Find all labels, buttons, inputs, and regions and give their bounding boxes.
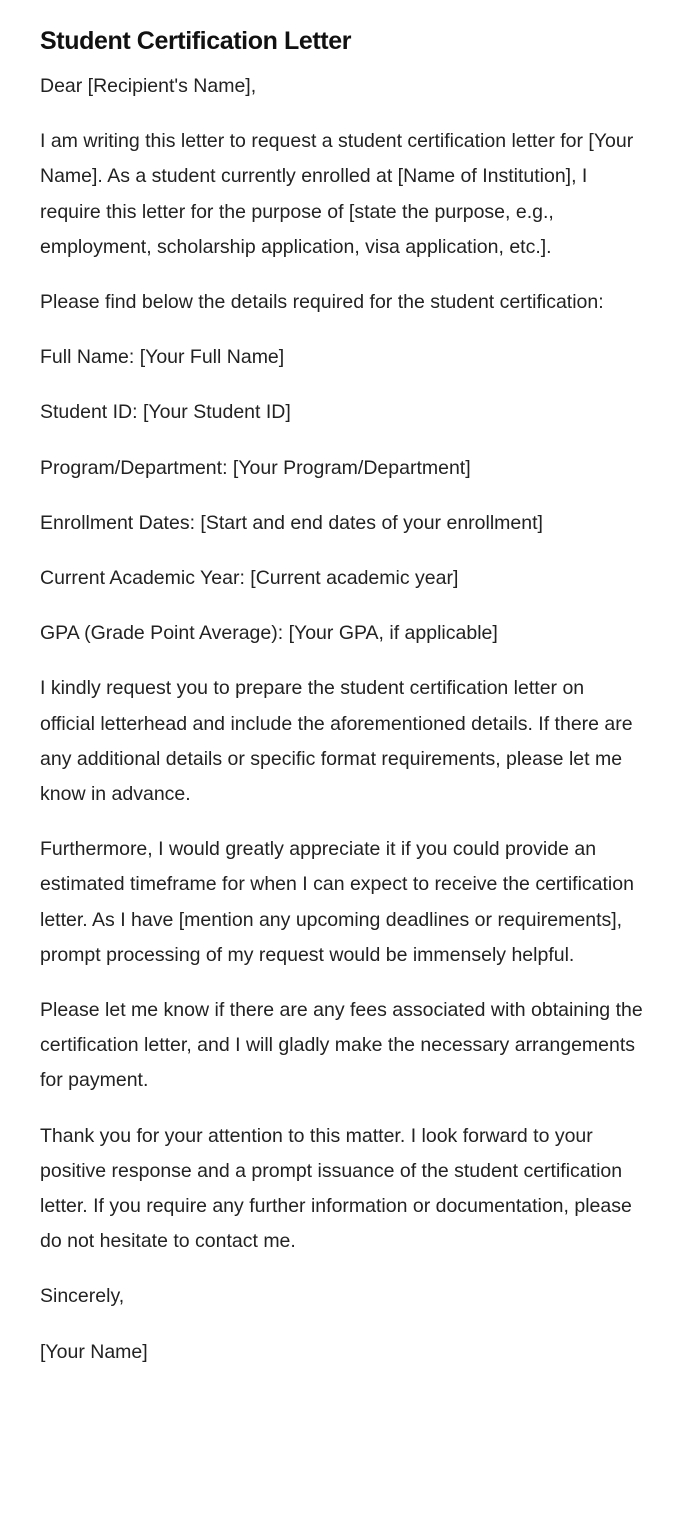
detail-academic-year: Current Academic Year: [Current academic year] — [40, 567, 459, 590]
detail-full-name: Full Name: [Your Full Name] — [40, 346, 285, 369]
detail-enrollment-dates: Enrollment Dates: [Start and end dates of your enrollment] — [40, 511, 543, 534]
details-intro-paragraph: Please find below the details required for the student certification: — [40, 291, 604, 314]
fees-paragraph: Please let me know if there are any fees associated with obtaining the certification letter, and I will gladly make the necessary arrangements for payment. — [40, 999, 643, 1092]
salutation: Dear [Recipient's Name], — [40, 75, 257, 97]
timeframe-paragraph: Furthermore, I would greatly appreciate it if you could provide an estimated timeframe for when I can expect to receive the certification letter. As I have [mention any upcoming deadlines or requirements], prompt processing of my request would be immensely helpful. — [40, 838, 634, 966]
intro-paragraph: I am writing this letter to request a student certification letter for [Your Name]. As a student currently enrolled at [Name of Institution], I require this letter for the purpose of [state the purpose, e.g., employment, scholarship application, visa application, etc.]. — [40, 130, 634, 258]
closing-paragraph: Thank you for your attention to this matter. I look forward to your positive response and a prompt issuance of the student certification letter. If you require any further information or documentation, please do not hesitate to contact me. — [40, 1124, 632, 1253]
detail-gpa: GPA (Grade Point Average): [Your GPA, if applicable] — [40, 622, 498, 645]
detail-student-id: Student ID: [Your Student ID] — [40, 401, 291, 424]
detail-program: Program/Department: [Your Program/Department] — [40, 456, 471, 479]
request-paragraph: I kindly request you to prepare the student certification letter on official letterhead and include the aforementioned details. If there are any additional details or specific format requirements, please let me know in advance. — [40, 677, 633, 806]
sign-off: Sincerely, — [40, 1285, 125, 1308]
page-title: Student Certification Letter — [40, 27, 352, 55]
signature: [Your Name] — [40, 1340, 148, 1363]
